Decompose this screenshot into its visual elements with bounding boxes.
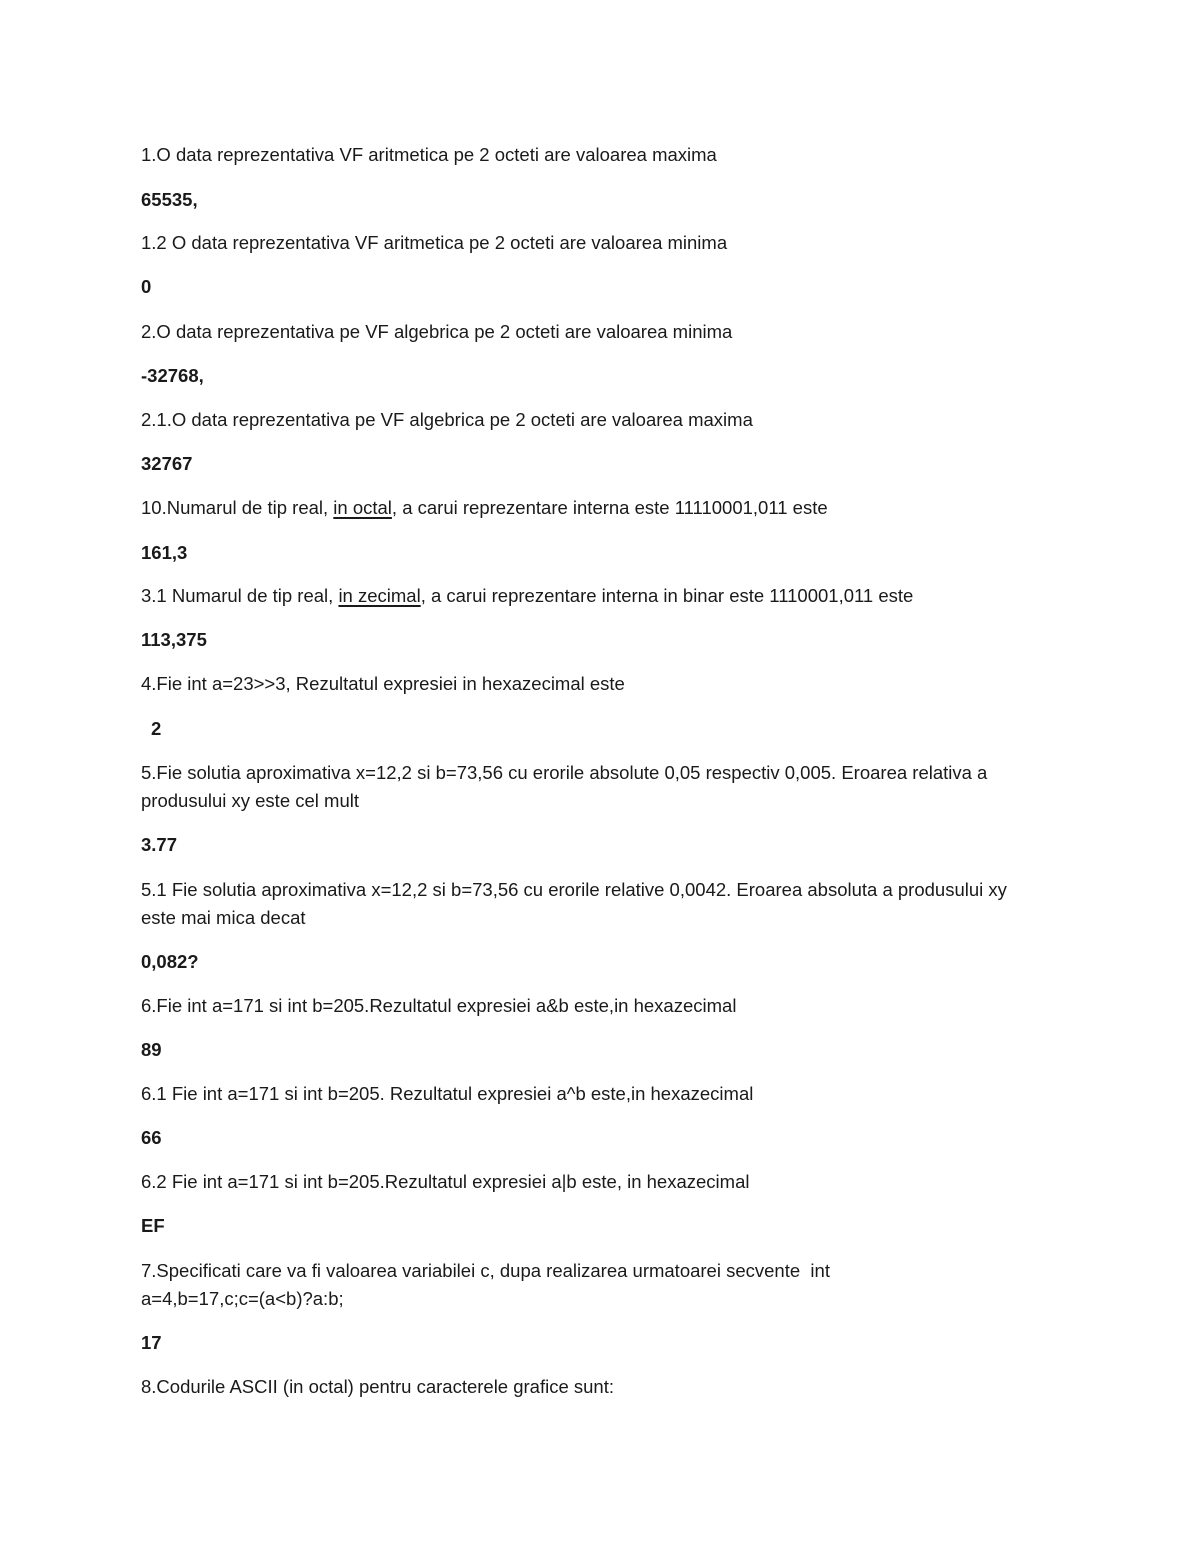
answer-2-1: 32767 (141, 453, 193, 474)
question-3-1 (141, 582, 1046, 610)
question-8: 8.Codurile ASCII (in octal) pentru caracterele grafice sunt: (141, 1376, 615, 1397)
question-2-1: 2.1.O data reprezentativa pe VF algebrica pe 2 octeti are valoarea maxima (141, 409, 753, 430)
question-7: 7.Specificati care va fi valoarea variabilei c, dupa realizarea urmatoarei secvente int a=4,b=17,c;c=(a<b)?a:b; (141, 1260, 836, 1309)
question-6-1: 6.1 Fie int a=171 si int b=205. Rezultatul expresiei a^b este,in hexazecimal (141, 1083, 754, 1104)
question-3-1-post: , a carui reprezentare interna in binar este 1110001,011 este (420, 585, 914, 606)
answer-3-1: 113,375 (141, 629, 207, 650)
question-10-post: , a carui reprezentare interna este 11110001,011 este (391, 497, 828, 518)
answer-1: 65535, (141, 189, 198, 210)
answer-6-1: 66 (141, 1127, 162, 1148)
question-6-2: 6.2 Fie int a=171 si int b=205.Rezultatul expresiei a|b este, in hexazecimal (141, 1171, 750, 1192)
question-2: 2.O data reprezentativa pe VF algebrica pe 2 octeti are valoarea minima (141, 321, 733, 342)
answer-1-2: 0 (141, 276, 152, 297)
question-1: 1.O data reprezentativa VF aritmetica pe 2 octeti are valoarea maxima (141, 144, 717, 165)
question-4: 4.Fie int a=23>>3, Rezultatul expresiei in hexazecimal este (141, 673, 625, 694)
question-10-underlined: in octal (333, 497, 392, 518)
answer-10: 161,3 (141, 542, 188, 563)
question-6: 6.Fie int a=171 si int b=205.Rezultatul expresiei a&b este,in hexazecimal (141, 995, 737, 1016)
answer-2: -32768, (141, 365, 204, 386)
answer-5: 3.77 (141, 834, 178, 855)
question-10-pre: 10.Numarul de tip real, (141, 497, 334, 518)
question-3-1-underlined: in zecimal (338, 585, 421, 606)
question-3-1-pre: 3.1 Numarul de tip real, (141, 585, 339, 606)
answer-7: 17 (141, 1332, 162, 1353)
question-5-1: 5.1 Fie solutia aproximativa x=12,2 si b=73,56 cu erorile relative 0,0042. Eroarea absoluta a produsului xy este mai mica decat (141, 879, 1013, 928)
question-1-2: 1.2 O data reprezentativa VF aritmetica pe 2 octeti are valoarea minima (141, 232, 728, 253)
question-5: 5.Fie solutia aproximativa x=12,2 si b=73,56 cu erorile absolute 0,05 respectiv 0,005. Eroarea relativa a produsului xy este cel mult (141, 762, 993, 811)
answer-4: 2 (151, 718, 162, 739)
answer-6-2: EF (141, 1215, 165, 1236)
answer-6: 89 (141, 1039, 162, 1060)
question-10 (141, 494, 1046, 522)
answer-5-1: 0,082? (141, 951, 199, 972)
